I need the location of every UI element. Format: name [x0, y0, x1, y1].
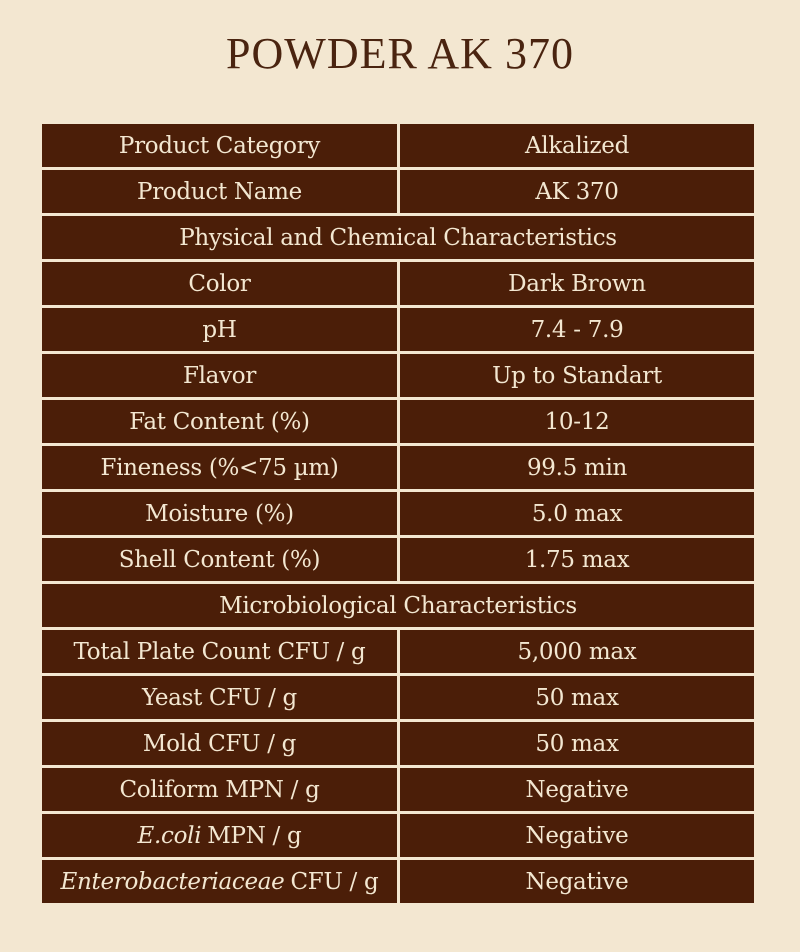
table-row [42, 768, 754, 811]
unit-text: CFU / g [290, 868, 379, 895]
row-label: Shell Content (%) [42, 538, 397, 581]
organism-name: Enterobacteriaceae [60, 868, 285, 895]
row-value: 5.0 max [400, 492, 754, 535]
row-value: 1.75 max [400, 538, 754, 581]
table-row [42, 722, 754, 765]
table-row [42, 538, 754, 581]
spec-table [42, 124, 754, 906]
row-value: 99.5 min [400, 446, 754, 489]
table-row [42, 354, 754, 397]
row-value: Negative [400, 860, 754, 903]
section-header-row [42, 216, 754, 259]
table-row [42, 446, 754, 489]
row-value: 50 max [400, 722, 754, 765]
table-row [42, 814, 754, 857]
table-row [42, 400, 754, 443]
table-row [42, 262, 754, 305]
row-value: Dark Brown [400, 262, 754, 305]
table-row [42, 124, 754, 167]
row-value: Alkalized [400, 124, 754, 167]
row-label: Coliform MPN / g [42, 768, 397, 811]
section-header: Physical and Chemical Characteristics [42, 216, 754, 259]
row-label: pH [42, 308, 397, 351]
section-header-row [42, 584, 754, 627]
table-row [42, 860, 754, 903]
page-title: POWDER AK 370 [226, 29, 574, 78]
row-label [42, 814, 397, 857]
row-label: Yeast CFU / g [42, 676, 397, 719]
table-row [42, 630, 754, 673]
row-value: 5,000 max [400, 630, 754, 673]
section-header: Microbiological Characteristics [42, 584, 754, 627]
row-label [42, 860, 397, 903]
table-row [42, 170, 754, 213]
row-value: Negative [400, 768, 754, 811]
row-value: AK 370 [400, 170, 754, 213]
row-label: Fineness (%<75 µm) [42, 446, 397, 489]
row-label: Fat Content (%) [42, 400, 397, 443]
row-value: 50 max [400, 676, 754, 719]
row-label: Moisture (%) [42, 492, 397, 535]
table-row [42, 308, 754, 351]
row-value: Negative [400, 814, 754, 857]
row-value: 7.4 - 7.9 [400, 308, 754, 351]
table-row [42, 676, 754, 719]
unit-text: MPN / g [207, 822, 302, 849]
row-label: Flavor [42, 354, 397, 397]
row-value: 10-12 [400, 400, 754, 443]
row-label: Mold CFU / g [42, 722, 397, 765]
row-label: Product Category [42, 124, 397, 167]
row-label: Color [42, 262, 397, 305]
row-label: Product Name [42, 170, 397, 213]
organism-name: E.coli [137, 822, 202, 849]
row-label: Total Plate Count CFU / g [42, 630, 397, 673]
table-row [42, 492, 754, 535]
row-value: Up to Standart [400, 354, 754, 397]
